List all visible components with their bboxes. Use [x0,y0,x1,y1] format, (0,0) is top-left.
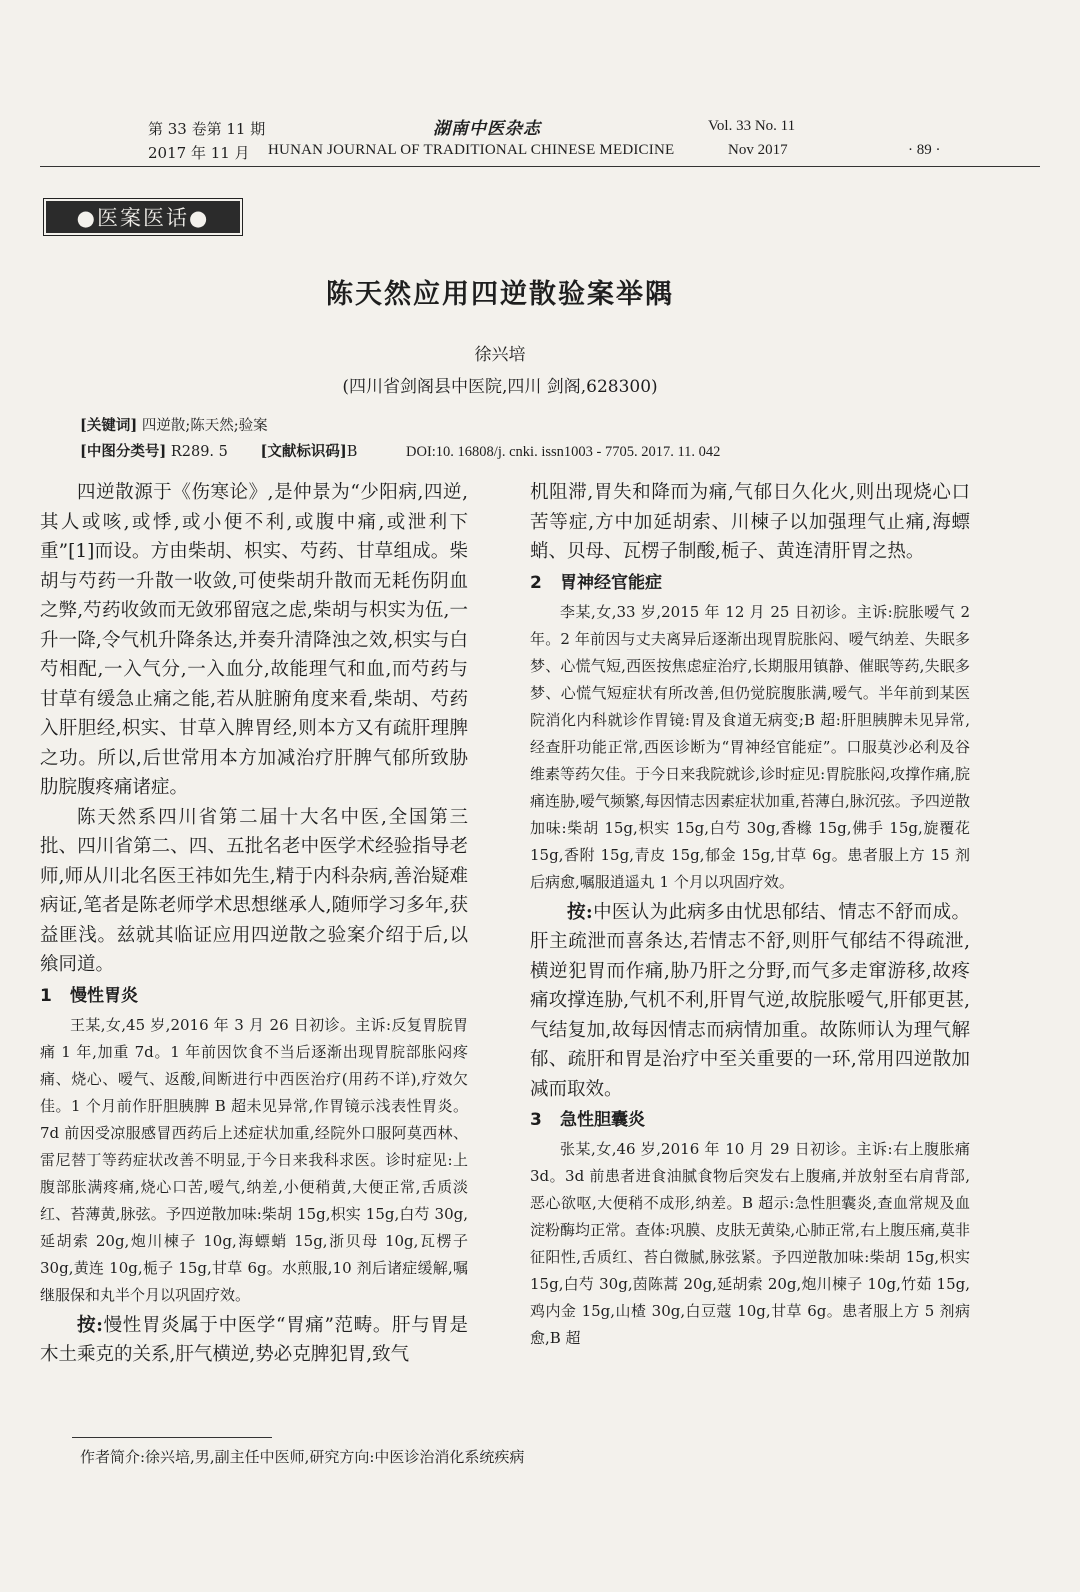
keywords-value: 四逆散;陈天然;验案 [141,418,268,434]
commentary-1-continued: 机阻滞,胃失和降而为痛,气郁日久化火,则出现烧心口苦等症,方中加延胡索、川楝子以加强理气止痛,海螵蛸、贝母、瓦楞子制酸,栀子、黄连清肝胃之热。 [530,482,970,562]
author-affiliation: (四川省剑阁县中医院,四川 剑阁,628300) [342,377,658,397]
author-footnote: 作者简介:徐兴培,男,副主任中医师,研究方向:中医诊治消化系统疾病 [80,1448,525,1466]
case-report-1: 王某,女,45 岁,2016 年 3 月 26 日初诊。主诉:反复胃脘胃痛 1 年,加重 7d。1 年前因饮食不当后逐渐出现胃脘部胀闷疼痛、烧心、嗳气、返酸,间断进行中西医治疗(用药不详),疗效欠佳。1 个月前作肝胆胰脾 B 超未见异常,作胃镜示浅表性胃炎。7d 前因受凉服感冒西药后上述症状加重,经院外口服阿莫西林、雷尼替丁等药症状改善不明显,于今日来我科求医。诊时症见:上腹部胀满疼痛,烧心口苦,嗳气,纳差,小便稍黄,大便正常,舌质淡红、苔薄黄,脉弦。予四逆散加味:柴胡 15g,枳实 15g,白芍 30g,延胡索 20g,炮川楝子 10g,海螵蛸 15g,浙贝母 10g,瓦楞子 30g,黄连 10g,栀子 15g,甘草 6g。水煎服,10 剂后诸症缓解,嘱继服保和丸半个月以巩固疗效。 [40,1015,468,1304]
column-badge [43,198,243,236]
section-number-3: 3 [530,1110,542,1130]
page-number: · 89 · [908,142,941,158]
intro-paragraph-2: 陈天然系四川省第二届十大名中医,全国第三批、四川省第二、四、五批名老中医学术经验指导老师,师从川北名医王祎如先生,精于内科杂病,善治疑难病证,笔者是陈老师学术思想继承人,随师学习多年,获益匪浅。兹就其临证应用四逆散之验案介绍于后,以飨同道。 [40,806,468,975]
keywords-tag: [关键词] [80,417,138,434]
section-number-2: 2 [530,572,542,593]
column-badge-label: ●医案医话● [46,201,240,233]
case-report-2: 李某,女,33 岁,2015 年 12 月 25 日初诊。主诉:脘胀嗳气 2 年。2 年前因与丈夫离异后逐渐出现胃脘胀闷、嗳气纳差、失眠多梦、心慌气短,西医按焦虑症治疗,长期服用镇静、催眠等药,失眠多梦、心慌气短症状有所改善,但仍觉脘腹胀满,嗳气。半年前到某医院消化内科就诊作胃镜:胃及食道无病变;B 超:肝胆胰脾未见异常,经查肝功能正常,西医诊断为“胃神经官能症”。口服莫沙必利及谷维素等药欠佳。于今日来我院就诊,诊时症见:胃脘胀闷,攻撑作痛,脘痛连胁,嗳气频繁,每因情志因素症状加重,苔薄白,脉沉弦。予四逆散加味:柴胡 15g,枳实 15g,白芍 30g,香橼 15g,佛手 15g,旋覆花 15g,香附 15g,青皮 15g,郁金 15g,甘草 6g。患者服上方 15 剂后病愈,嘱服逍遥丸 1 个月以巩固疗效。 [530,602,970,891]
volume-issue-cn: 第 33 卷第 11 期 [148,120,266,138]
section-heading-2 [530,569,970,597]
volume-issue-en: Vol. 33 No. 11 [708,118,796,134]
intro-paragraph-1: 四逆散源于《伤寒论》,是仲景为“少阳病,四逆,其人或咳,或悸,或小便不利,或腹中痛,或泄利下重”[1]而设。方由柴胡、枳实、芍药、甘草组成。柴胡与芍药一升散一收敛,可使柴胡升散而无耗伤阴血之弊,芍药收敛而无敛邪留寇之虑,柴胡与枳实为伍,一升一降,令气机升降条达,并奏升清降浊之效,枳实与白芍相配,一入气分,一入血分,故能理气和血,而芍药与甘草有缓急止痛之能,若从脏腑角度来看,柴胡、芍药入肝胆经,枳实、甘草入脾胃经,则本方又有疏肝理脾之功。所以,后世常用本方加减治疗肝脾气郁所致胁肋脘腹疼痛诸症。 [40,482,468,798]
section-title-3: 急性胆囊炎 [560,1110,645,1130]
section-title-2: 胃神经官能症 [560,572,662,593]
section-heading-3 [530,1106,970,1134]
classification-line [80,440,720,461]
doc-code-value: B [346,444,358,460]
commentary-text-1: 慢性胃炎属于中医学“胃痛”范畴。肝与胃是木土乘克的关系,肝气横逆,势必克脾犯胃,致气 [40,1314,468,1365]
clc-tag: [中图分类号] [80,443,167,460]
section-title-1: 慢性胃炎 [70,985,138,1006]
case-report-3: 张某,女,46 岁,2016 年 10 月 29 日初诊。主诉:右上腹胀痛 3d。3d 前患者进食油腻食物后突发右上腹痛,并放射至右肩背部,恶心欲呕,大便稍不成形,纳差。B 超示:急性胆囊炎,查血常规及血淀粉酶均正常。查体:巩膜、皮肤无黄染,心肺正常,右上腹压痛,莫非征阳性,舌质红、苔白微腻,脉弦紧。予四逆散加味:柴胡 15g,枳实 15g,白芍 30g,茵陈蒿 20g,延胡索 20g,炮川楝子 10g,竹茹 15g,鸡内金 15g,山楂 30g,白豆蔻 10g,甘草 6g。患者服上方 5 剂病愈,B 超 [530,1140,970,1347]
left-column [40,478,468,1370]
running-header [148,118,948,168]
journal-title-cn: 湖南中医杂志 [433,119,541,139]
commentary-label-1: 按: [77,1314,103,1336]
right-column [530,478,970,1354]
keywords-line [80,414,268,435]
section-heading-1 [40,982,468,1010]
commentary-text-2: 中医认为此病多由忧思郁结、情志不舒而成。肝主疏泄而喜条达,若情志不舒,则肝气郁结不得疏泄,横逆犯胃而作痛,胁乃肝之分野,而气多走窜游移,故疼痛攻撑连胁,气机不利,肝胃气逆,故脘胀嗳气,肝郁更甚,气结复加,故每因情志而病情加重。故陈师认为理气解郁、疏肝和胃是治疗中至关重要的一环,常用四逆散加减而取效。 [530,901,970,1100]
journal-title-en: HUNAN JOURNAL OF TRADITIONAL CHINESE MEDICINE [268,142,675,158]
date-en: Nov 2017 [728,142,788,158]
commentary-2 [530,898,970,1105]
clc-value: R289. 5 [170,444,228,460]
header-rule [40,166,1040,167]
section-number-1: 1 [40,985,52,1006]
doc-code-tag: [文献标识码] [260,443,347,460]
doi: DOI:10. 16808/j. cnki. issn1003 - 7705. 2017. 11. 042 [406,444,721,460]
date-cn: 2017 年 11 月 [148,144,250,162]
footnote-rule [72,1437,272,1438]
article-title: 陈天然应用四逆散验案举隅 [326,279,674,310]
article-author: 徐兴培 [474,345,526,365]
commentary-1 [40,1311,468,1370]
commentary-label-2: 按: [567,901,593,923]
